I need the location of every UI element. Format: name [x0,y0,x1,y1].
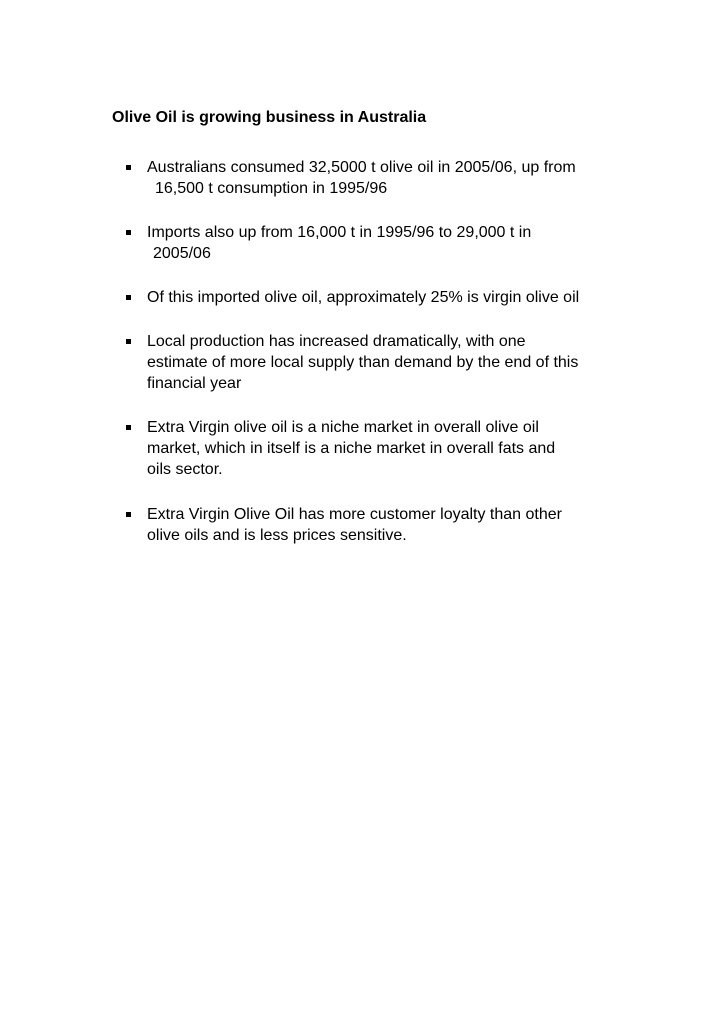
square-bullet-icon [126,295,131,300]
bullet-line: olive oils and is less prices sensitive. [147,527,407,544]
bullet-line: 2005/06 [153,245,211,262]
bullet-text [147,504,627,546]
square-bullet-icon [126,512,131,517]
bullet-line: Of this imported olive oil, approximately 25% is virgin olive oil [147,289,580,306]
bullet-line: Local production has increased dramatically, with one [147,333,526,350]
square-bullet-icon [126,230,131,235]
bullet-text [147,222,627,264]
square-bullet-icon [126,425,131,430]
bullet-line: Australians consumed 32,5000 t olive oil in 2005/06, up from [147,159,576,176]
bullet-text [147,287,627,308]
bullet-line: Extra Virgin Olive Oil has more customer loyalty than other [147,506,562,523]
bullet-line: financial year [147,375,242,392]
document-title: Olive Oil is growing business in Australia [112,109,427,126]
bullet-line: 16,500 t consumption in 1995/96 [155,180,388,197]
bullet-line: Imports also up from 16,000 t in 1995/96 to 29,000 t in [147,224,532,241]
bullet-line: oils sector. [147,461,223,478]
bullet-text [147,331,627,394]
bullet-line: market, which in itself is a niche market in overall fats and [147,440,556,457]
square-bullet-icon [126,165,131,170]
square-bullet-icon [126,339,131,344]
bullet-text [147,157,627,199]
bullet-line: Extra Virgin olive oil is a niche market in overall olive oil [147,419,539,436]
bullet-line: estimate of more local supply than demand by the end of this [147,354,579,371]
bullet-text [147,417,627,480]
